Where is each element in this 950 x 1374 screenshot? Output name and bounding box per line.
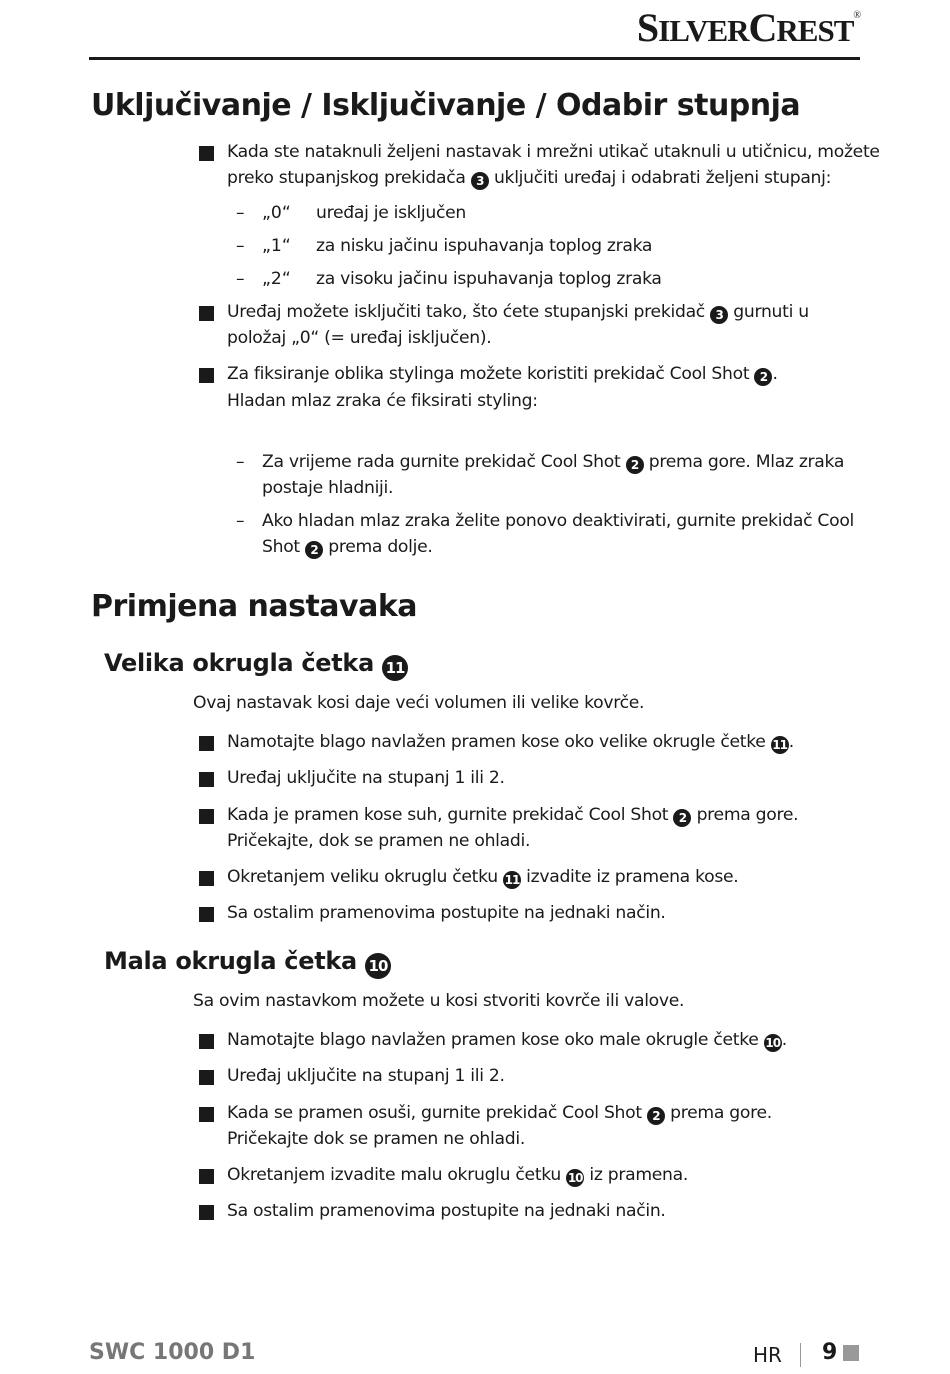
- bullet-square: [199, 1169, 214, 1184]
- bullet-square: [199, 306, 214, 321]
- number-badge: 11: [382, 655, 408, 681]
- bullet-square: [199, 1034, 214, 1049]
- dash: –: [236, 236, 245, 256]
- paragraph-line: Pričekajte dok se pramen ne ohladi.: [227, 1129, 525, 1149]
- bullet-square: [199, 772, 214, 787]
- paragraph-line: Za fiksiranje oblika stylinga možete koristiti prekidač Cool Shot 2 .: [227, 364, 778, 384]
- level-description: uređaj je isključen: [316, 203, 466, 223]
- paragraph-line: položaj „0“ (= uređaj isključen).: [227, 328, 492, 348]
- level-value: „1“: [262, 236, 291, 256]
- footer-language: HR: [753, 1343, 782, 1367]
- dash: –: [236, 452, 245, 472]
- number-badge: 11: [504, 873, 520, 887]
- paragraph-line: Uređaj možete isključiti tako, što ćete stupanjski prekidač 3 gurnuti u: [227, 302, 809, 322]
- level-value: „2“: [262, 269, 291, 289]
- subsection-title-large-brush: Velika okrugla četka 11: [104, 649, 408, 681]
- number-badge: 2: [626, 456, 644, 474]
- footer-page-number: 9: [822, 1340, 838, 1365]
- paragraph-line: Namotajte blago navlažen pramen kose oko velike okrugle četke 11.: [227, 732, 794, 752]
- brand-logo: SILVERCREST®: [636, 5, 860, 50]
- paragraph-line: Ako hladan mlaz zraka želite ponovo deaktivirati, gurnite prekidač Cool: [262, 511, 855, 531]
- footer-model: SWC 1000 D1: [89, 1340, 256, 1365]
- dash: –: [236, 269, 245, 289]
- level-value: „0“: [262, 203, 291, 223]
- paragraph-line: Kada se pramen osuši, gurnite prekidač Cool Shot 2 prema gore.: [227, 1103, 772, 1123]
- paragraph-line: Uređaj uključite na stupanj 1 ili 2.: [227, 768, 505, 788]
- bullet-square: [199, 1205, 214, 1220]
- section-title-attachments: Primjena nastavaka: [91, 589, 418, 624]
- number-badge: 10: [365, 953, 391, 979]
- paragraph-line: Namotajte blago navlažen pramen kose oko male okrugle četke 10.: [227, 1030, 787, 1050]
- paragraph-line: preko stupanjskog prekidača 3 uključiti uređaj i odabrati željeni stupanj:: [227, 168, 832, 188]
- dash: –: [236, 203, 245, 223]
- bullet-square: [199, 809, 214, 824]
- subsection-title-small-brush: Mala okrugla četka 10: [104, 947, 391, 979]
- bullet-square: [199, 871, 214, 886]
- level-description: za nisku jačinu ispuhavanja toplog zraka: [316, 236, 653, 256]
- paragraph-line: Sa ostalim pramenovima postupite na jednaki način.: [227, 1201, 666, 1221]
- intro-text: Ovaj nastavak kosi daje veći volumen ili velike kovrče.: [193, 693, 645, 713]
- section-title-switching: Uključivanje / Isključivanje / Odabir stupnja: [91, 88, 801, 123]
- bullet-square: [199, 736, 214, 751]
- paragraph-line: Za vrijeme rada gurnite prekidač Cool Shot 2 prema gore. Mlaz zraka: [262, 452, 845, 472]
- level-description: za visoku jačinu ispuhavanja toplog zraka: [316, 269, 662, 289]
- intro-text: Sa ovim nastavkom možete u kosi stvoriti kovrče ili valove.: [193, 991, 685, 1011]
- footer-square-marker: [843, 1345, 859, 1361]
- number-badge: 10: [765, 1036, 781, 1050]
- number-badge: 2: [305, 541, 323, 559]
- paragraph-line: Sa ostalim pramenovima postupite na jednaki način.: [227, 903, 666, 923]
- number-badge: 10: [567, 1171, 583, 1185]
- paragraph-line: Pričekajte, dok se pramen ne ohladi.: [227, 831, 531, 851]
- number-badge: 3: [471, 172, 489, 190]
- paragraph-line: Okretanjem izvadite malu okruglu četku 10 iz pramena.: [227, 1165, 689, 1185]
- bullet-square: [199, 1070, 214, 1085]
- paragraph-line: Shot 2 prema dolje.: [262, 537, 433, 557]
- bullet-square: [199, 368, 214, 383]
- dash: –: [236, 511, 245, 531]
- header-rule: [89, 57, 860, 60]
- paragraph-line: Kada ste nataknuli željeni nastavak i mrežni utikač utaknuli u utičnicu, možete: [227, 142, 880, 162]
- bullet-square: [199, 146, 214, 161]
- number-badge: 3: [710, 306, 728, 324]
- paragraph-line: Uređaj uključite na stupanj 1 ili 2.: [227, 1066, 505, 1086]
- bullet-square: [199, 907, 214, 922]
- number-badge: 2: [754, 368, 772, 386]
- bullet-square: [199, 1107, 214, 1122]
- paragraph-line: Kada je pramen kose suh, gurnite prekidač Cool Shot 2 prema gore.: [227, 805, 799, 825]
- number-badge: 11: [772, 738, 788, 752]
- number-badge: 2: [673, 809, 691, 827]
- paragraph-line: Okretanjem veliku okruglu četku 11 izvadite iz pramena kose.: [227, 867, 739, 887]
- footer-separator: [800, 1343, 801, 1367]
- paragraph-line: Hladan mlaz zraka će fiksirati styling:: [227, 391, 538, 411]
- paragraph-line: postaje hladniji.: [262, 478, 394, 498]
- number-badge: 2: [647, 1107, 665, 1125]
